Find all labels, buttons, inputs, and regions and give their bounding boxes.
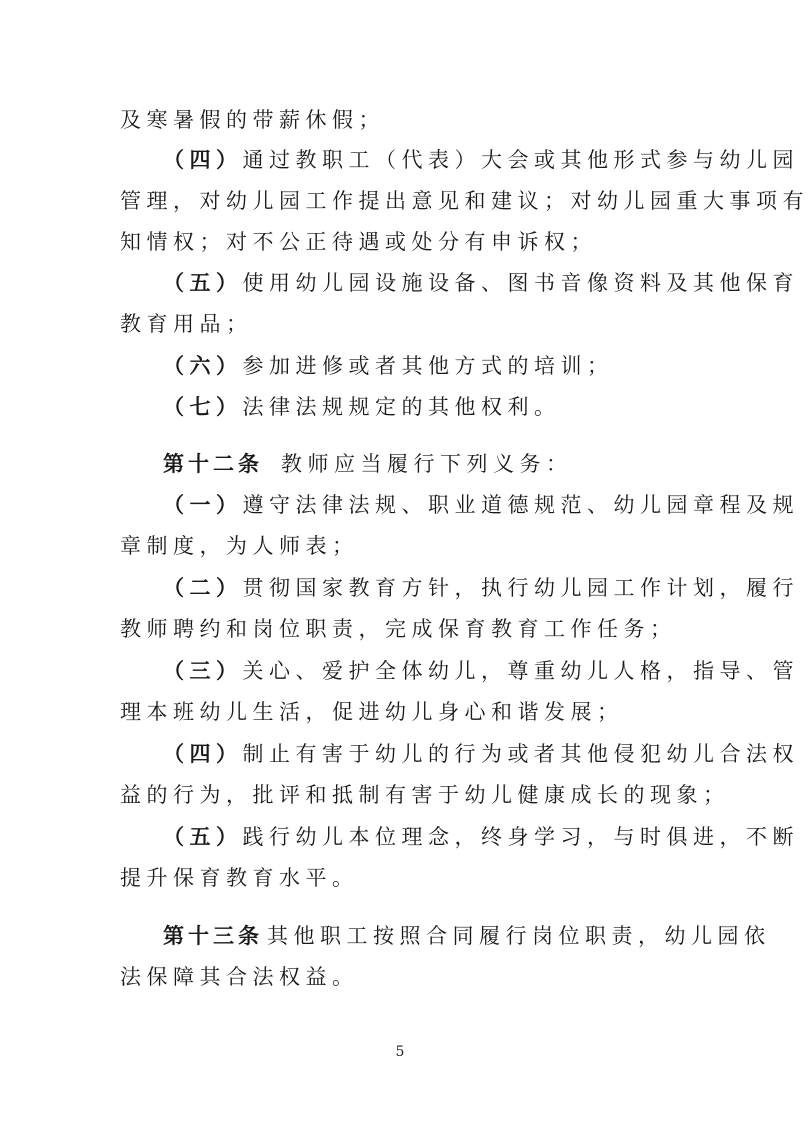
list-item-rights-4 (163, 145, 799, 175)
line-text: 其他职工按照合同履行岗位职责，幼儿园依 (267, 924, 771, 948)
text-line (120, 697, 690, 727)
line-text: 教育用品； (120, 312, 253, 336)
list-item-duties-3 (163, 656, 799, 686)
text-line (120, 186, 809, 216)
line-text: 法保障其合法权益。 (120, 965, 359, 989)
line-text: 管理，对幼儿园工作提出意见和建议；对幼儿园重大事项有 (120, 189, 809, 213)
line-text: 及寒暑假的带薪休假； (120, 108, 385, 132)
item-number: （六） (163, 354, 243, 378)
text-line (120, 531, 690, 561)
list-item-duties-4 (163, 739, 799, 769)
list-item-duties-2 (163, 573, 799, 603)
line-text: 益的行为，批评和抵制有害于幼儿健康成长的现象； (120, 783, 730, 807)
list-item-duties-1 (163, 490, 799, 520)
text-line (120, 614, 690, 644)
line-text: 法律法规规定的其他权利。 (242, 395, 561, 419)
line-text: 知情权；对不公正待遇或处分有申诉权； (120, 230, 597, 254)
item-number: （三） (163, 659, 243, 683)
line-text: 教师聘约和岗位职责，完成保育教育工作任务； (120, 617, 677, 641)
page-number: 5 (395, 1044, 405, 1060)
line-text: 教师应当履行下列义务： (281, 452, 573, 476)
item-number: （四） (163, 742, 243, 766)
line-text: 章制度，为人师表； (120, 534, 359, 558)
list-item-duties-5 (163, 822, 799, 852)
line-text: 遵守法律法规、职业道德规范、幼儿园章程及规 (242, 493, 799, 517)
list-item-rights-6 (163, 351, 690, 381)
line-text: 制止有害于幼儿的行为或者其他侵犯幼儿合法权 (242, 742, 799, 766)
item-number: （五） (163, 271, 243, 295)
text-line (120, 227, 690, 257)
line-text: 参加进修或者其他方式的培训； (242, 354, 614, 378)
item-number: （四） (163, 148, 243, 172)
list-item-rights-5 (163, 268, 799, 298)
line-text: 使用幼儿园设施设备、图书音像资料及其他保育 (242, 271, 799, 295)
line-text: 贯彻国家教育方针，执行幼儿园工作计划，履行 (242, 576, 799, 600)
list-item-rights-7 (163, 392, 690, 422)
item-number: （二） (163, 576, 243, 600)
text-line (120, 780, 730, 810)
text-line (120, 863, 690, 893)
article-number: 第十三条 (163, 924, 263, 948)
line-text: 通过教职工（代表）大会或其他形式参与幼儿园 (242, 148, 799, 172)
article-13-heading (163, 921, 771, 951)
text-line (120, 105, 690, 135)
line-text: 理本班幼儿生活，促进幼儿身心和谐发展； (120, 700, 624, 724)
line-text: 践行幼儿本位理念，终身学习，与时俱进，不断 (242, 825, 799, 849)
article-number: 第十二条 (163, 452, 263, 476)
line-text: 提升保育教育水平。 (120, 866, 359, 890)
article-12-heading (163, 449, 690, 479)
line-text: 关心、爱护全体幼儿，尊重幼儿人格，指导、管 (242, 659, 799, 683)
item-number: （五） (163, 825, 243, 849)
item-number: （七） (163, 395, 243, 419)
text-line (120, 962, 690, 992)
item-number: （一） (163, 493, 243, 517)
text-line (120, 309, 690, 339)
